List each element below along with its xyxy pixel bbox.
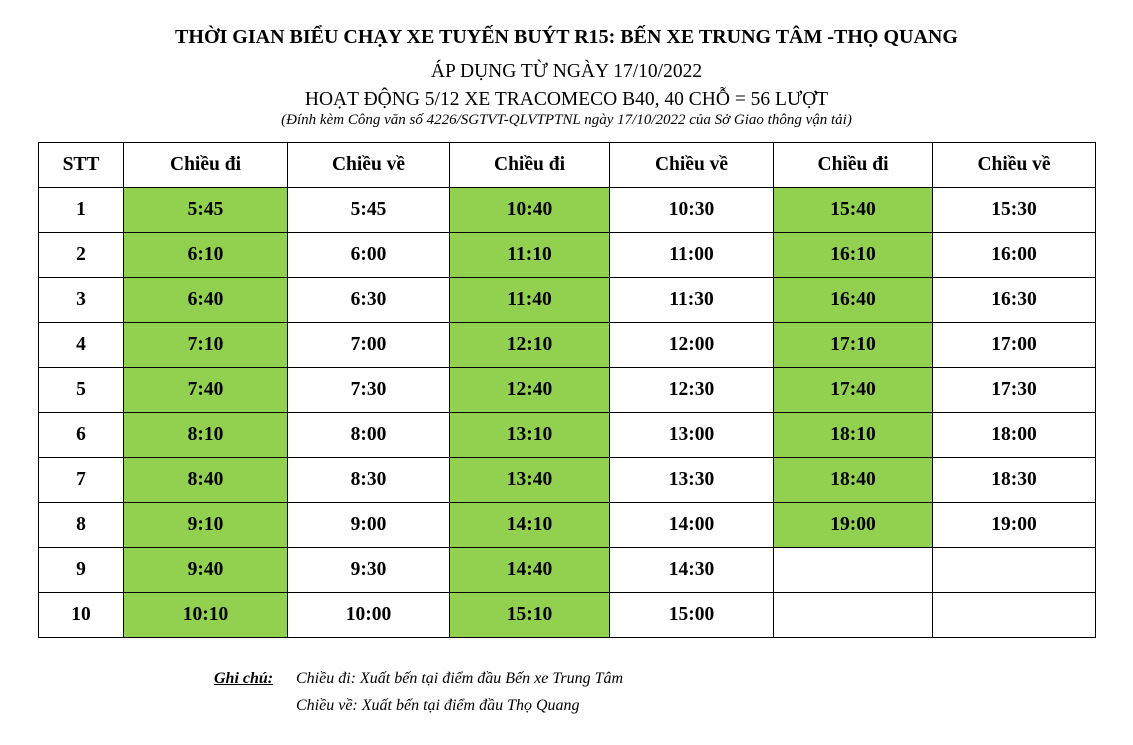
cell-stt: 6 xyxy=(39,413,124,458)
cell-return-1: 9:30 xyxy=(288,548,450,593)
cell-stt: 5 xyxy=(39,368,124,413)
cell-outbound-1: 10:10 xyxy=(124,593,288,638)
notes-label: Ghi chú: xyxy=(214,670,274,687)
cell-return-2: 10:30 xyxy=(610,188,774,233)
cell-return-3: 18:30 xyxy=(933,458,1096,503)
cell-outbound-3: 18:10 xyxy=(774,413,933,458)
cell-outbound-3: 16:40 xyxy=(774,278,933,323)
page-title: THỜI GIAN BIỂU CHẠY XE TUYẾN BUÝT R15: BẾN XE TRUNG TÂM -THỌ QUANG xyxy=(175,26,958,48)
cell-outbound-1: 9:10 xyxy=(124,503,288,548)
cell-return-2: 14:30 xyxy=(610,548,774,593)
header-return-2: Chiều về xyxy=(610,143,774,188)
cell-stt: 7 xyxy=(39,458,124,503)
cell-return-1: 6:00 xyxy=(288,233,450,278)
cell-outbound-2: 15:10 xyxy=(450,593,610,638)
cell-outbound-2: 14:10 xyxy=(450,503,610,548)
cell-stt: 2 xyxy=(39,233,124,278)
cell-outbound-1: 5:45 xyxy=(124,188,288,233)
cell-return-3 xyxy=(933,548,1096,593)
cell-return-3: 17:00 xyxy=(933,323,1096,368)
table-row xyxy=(39,458,1096,503)
cell-return-1: 5:45 xyxy=(288,188,450,233)
cell-stt: 10 xyxy=(39,593,124,638)
cell-outbound-3: 19:00 xyxy=(774,503,933,548)
cell-outbound-2: 14:40 xyxy=(450,548,610,593)
cell-return-3: 19:00 xyxy=(933,503,1096,548)
cell-outbound-1: 7:10 xyxy=(124,323,288,368)
header-return-3: Chiều về xyxy=(933,143,1096,188)
cell-outbound-1: 6:40 xyxy=(124,278,288,323)
cell-outbound-2: 13:40 xyxy=(450,458,610,503)
cell-return-3: 15:30 xyxy=(933,188,1096,233)
cell-stt: 8 xyxy=(39,503,124,548)
reference-note: (Đính kèm Công văn số 4226/SGTVT-QLVTPTNL ngày 17/10/2022 của Sở Giao thông vận tải) xyxy=(281,112,852,128)
cell-return-1: 10:00 xyxy=(288,593,450,638)
cell-outbound-3: 17:10 xyxy=(774,323,933,368)
cell-return-1: 9:00 xyxy=(288,503,450,548)
cell-outbound-1: 8:10 xyxy=(124,413,288,458)
cell-outbound-3: 16:10 xyxy=(774,233,933,278)
cell-outbound-2: 11:10 xyxy=(450,233,610,278)
table-row xyxy=(39,188,1096,233)
header-stt: STT xyxy=(39,143,124,188)
cell-return-2: 14:00 xyxy=(610,503,774,548)
cell-outbound-1: 6:10 xyxy=(124,233,288,278)
cell-return-2: 11:30 xyxy=(610,278,774,323)
cell-outbound-3: 15:40 xyxy=(774,188,933,233)
cell-return-2: 12:00 xyxy=(610,323,774,368)
cell-outbound-2: 12:10 xyxy=(450,323,610,368)
cell-outbound-1: 7:40 xyxy=(124,368,288,413)
schedule-table xyxy=(38,142,1096,638)
cell-outbound-2: 12:40 xyxy=(450,368,610,413)
cell-stt: 3 xyxy=(39,278,124,323)
cell-outbound-3: 18:40 xyxy=(774,458,933,503)
header-outbound-2: Chiều đi xyxy=(450,143,610,188)
cell-return-1: 8:30 xyxy=(288,458,450,503)
cell-outbound-3 xyxy=(774,548,933,593)
cell-outbound-2: 10:40 xyxy=(450,188,610,233)
cell-return-3 xyxy=(933,593,1096,638)
applied-date: ÁP DỤNG TỪ NGÀY 17/10/2022 xyxy=(430,61,703,82)
cell-return-1: 8:00 xyxy=(288,413,450,458)
cell-return-1: 6:30 xyxy=(288,278,450,323)
cell-outbound-2: 13:10 xyxy=(450,413,610,458)
cell-stt: 1 xyxy=(39,188,124,233)
table-row xyxy=(39,548,1096,593)
table-header-row xyxy=(39,143,1096,188)
table-row xyxy=(39,413,1096,458)
cell-stt: 4 xyxy=(39,323,124,368)
cell-return-1: 7:00 xyxy=(288,323,450,368)
note-return: Chiều về: Xuất bến tại điểm đầu Thọ Quang xyxy=(296,697,580,714)
header-outbound-1: Chiều đi xyxy=(124,143,288,188)
table-row xyxy=(39,503,1096,548)
cell-outbound-1: 9:40 xyxy=(124,548,288,593)
cell-return-3: 18:00 xyxy=(933,413,1096,458)
note-outbound: Chiều đi: Xuất bến tại điểm đầu Bến xe Trung Tâm xyxy=(296,670,624,687)
cell-outbound-3 xyxy=(774,593,933,638)
cell-return-2: 13:30 xyxy=(610,458,774,503)
cell-return-2: 11:00 xyxy=(610,233,774,278)
cell-stt: 9 xyxy=(39,548,124,593)
cell-return-3: 16:30 xyxy=(933,278,1096,323)
table-row xyxy=(39,323,1096,368)
cell-return-2: 15:00 xyxy=(610,593,774,638)
table-row xyxy=(39,593,1096,638)
cell-return-2: 13:00 xyxy=(610,413,774,458)
cell-return-2: 12:30 xyxy=(610,368,774,413)
header-return-1: Chiều về xyxy=(288,143,450,188)
table-row xyxy=(39,368,1096,413)
operation-info: HOẠT ĐỘNG 5/12 XE TRACOMECO B40, 40 CHỖ = 56 LƯỢT xyxy=(304,89,829,110)
cell-return-3: 16:00 xyxy=(933,233,1096,278)
table-row xyxy=(39,233,1096,278)
table-row xyxy=(39,278,1096,323)
cell-return-1: 7:30 xyxy=(288,368,450,413)
cell-return-3: 17:30 xyxy=(933,368,1096,413)
header-outbound-3: Chiều đi xyxy=(774,143,933,188)
cell-outbound-2: 11:40 xyxy=(450,278,610,323)
cell-outbound-3: 17:40 xyxy=(774,368,933,413)
cell-outbound-1: 8:40 xyxy=(124,458,288,503)
